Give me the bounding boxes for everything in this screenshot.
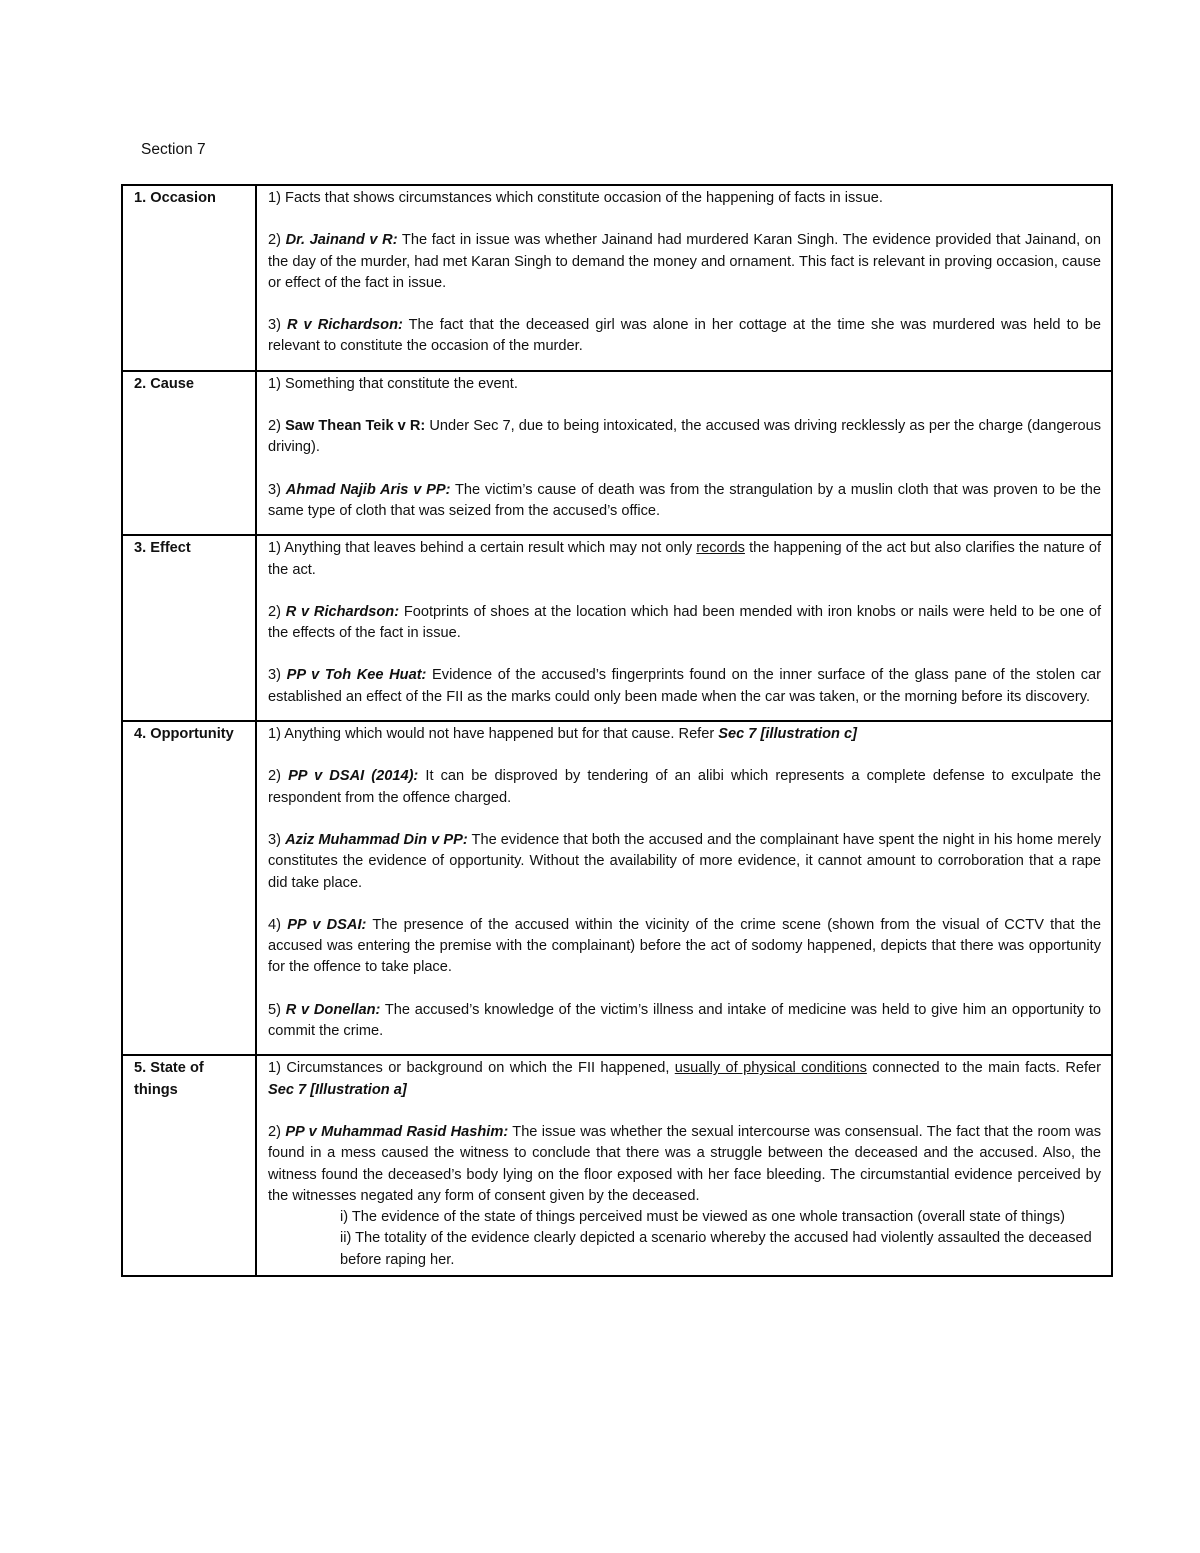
case-text: Evidence of the accused’s fingerprints found on the inner surface of the glass pane of the stolen car established an effect of the FII as the marks could only been made when the car was taken, or the morning before its discovery. <box>268 667 1101 705</box>
table-row <box>122 371 1112 535</box>
paragraph: 4) PP v DSAI: The presence of the accused within the vicinity of the crime scene (shown from the visual of CCTV that the accused was entering the premise with the complainant) before the act of sodomy happened, depicts that there was opportunity for the offence to take place. <box>268 916 1101 976</box>
case-text: The issue was whether the sexual intercourse was consensual. The fact that the room was found in a mess caused the witness to conclude that there was a struggle between the deceased and the accused. Also, the witness found the deceased’s body lying on the floor exposed with her face bleeding. The circumstantial evidence perceived by the witnesses negated any form of consent given by the deceased. <box>268 1123 1101 1204</box>
text-run: 1) Anything that leaves behind a certain result which may not only <box>268 540 697 557</box>
case-text: The evidence that both the accused and the complainant have spent the night in his home merely constitutes the evidence of opportunity. Without the availability of more evidence, it cannot amount to corroboration that a rape did take place. <box>268 831 1101 891</box>
section-reference: Sec 7 [illustration c] <box>718 726 857 743</box>
case-text: Under Sec 7, due to being intoxicated, the accused was driving recklessly as per the charge (dangerous driving). <box>268 418 1101 456</box>
section-reference: Sec 7 [Illustration a] <box>268 1081 407 1098</box>
paragraph: 3) Aziz Muhammad Din v PP: The evidence that both the accused and the complainant have spent the night in his home merely constitutes the evidence of opportunity. Without the availability of more evidence, it cannot amount to corroboration that a rape did take place. <box>268 831 1101 891</box>
case-name: PP v Toh Kee Huat: <box>286 667 427 684</box>
case-name: PP v Muhammad Rasid Hashim: <box>285 1123 509 1140</box>
case-name: Dr. Jainand v R: <box>285 232 398 249</box>
sub-point: i) The evidence of the state of things perceived must be viewed as one whole transaction (overall state of things) <box>340 1209 1065 1226</box>
case-text: The fact that the deceased girl was alone in her cottage at the time she was murdered was held to be relevant to constitute the occasion of the murder. <box>268 317 1101 355</box>
paragraph: 2) PP v Muhammad Rasid Hashim: The issue was whether the sexual intercourse was consensual. The fact that the room was found in a mess caused the witness to conclude that there was a struggle between the deceased and the accused. Also, the witness found the deceased’s body lying on the floor exposed with her face bleeding. The circumstantial evidence perceived by the witnesses negated any form of consent given by the deceased. <box>268 1123 1101 1204</box>
case-text: The presence of the accused within the vicinity of the crime scene (shown from the visual of CCTV that the accused was entering the premise with the complainant) before the act of sodomy happened, depicts that there was opportunity for the offence to take place. <box>268 916 1101 976</box>
text-run: connected to the main facts. Refer <box>866 1060 1102 1077</box>
topic-cell: 1. Occasion <box>122 185 256 371</box>
table-row <box>122 185 1112 371</box>
case-name: Ahmad Najib Aris v PP: <box>285 481 451 498</box>
paragraph: 1) Facts that shows circumstances which constitute occasion of the happening of facts in issue. <box>268 190 883 206</box>
content-cell <box>256 185 1112 371</box>
text-run: the happening of the act but also clarifies the nature of the act. <box>268 540 1102 578</box>
paragraph: 2) Saw Thean Teik v R: Under Sec 7, due to being intoxicated, the accused was driving recklessly as per the charge (dangerous driving). <box>268 418 1101 456</box>
case-name: Saw Thean Teik v R: <box>285 418 426 435</box>
underlined-text: usually of physical conditions <box>674 1060 867 1077</box>
table-row <box>122 721 1112 1055</box>
case-text: The victim’s cause of death was from the strangulation by a muslin cloth that was proven to be the same type of cloth that was seized from the accused’s office. <box>268 481 1102 519</box>
table-row <box>122 1055 1112 1276</box>
case-name: R v Richardson: <box>287 317 403 334</box>
case-name: PP v DSAI (2014): <box>288 768 419 785</box>
paragraph <box>268 538 1101 581</box>
content-cell <box>256 721 1112 1055</box>
topic-cell: 5. State of things <box>122 1055 256 1276</box>
paragraph <box>268 1058 1101 1101</box>
paragraph: 3) Ahmad Najib Aris v PP: The victim’s cause of death was from the strangulation by a muslin cloth that was proven to be the same type of cloth that was seized from the accused’s office. <box>268 481 1102 519</box>
topic-cell: 4. Opportunity <box>122 721 256 1055</box>
content-cell <box>256 535 1112 721</box>
case-name: PP v DSAI: <box>287 916 367 933</box>
text-run: 1) Circumstances or background on which the FII happened, <box>268 1060 675 1077</box>
case-name: R v Donellan: <box>285 1001 381 1018</box>
case-text: The fact in issue was whether Jainand had murdered Karan Singh. The evidence provided that Jainand, on the day of the murder, had met Karan Singh to demand the money and ornament. This fact is relevant in proving occasion, cause or effect of the fact in issue. <box>268 232 1102 291</box>
topic-cell: 3. Effect <box>122 535 256 721</box>
sub-point: ii) The totality of the evidence clearly depicted a scenario whereby the accused had violently assaulted the deceased before raping her. <box>340 1230 1092 1268</box>
content-cell <box>256 1055 1112 1276</box>
paragraph: 3) PP v Toh Kee Huat: Evidence of the accused’s fingerprints found on the inner surface of the glass pane of the stolen car established an effect of the FII as the marks could only been made when the car was taken, or the morning before its discovery. <box>268 667 1101 705</box>
topic-cell: 2. Cause <box>122 371 256 535</box>
paragraph: 2) R v Richardson: Footprints of shoes at the location which had been mended with iron knobs or nails were held to be one of the effects of the fact in issue. <box>268 603 1102 642</box>
case-name: Aziz Muhammad Din v PP: <box>285 831 468 848</box>
paragraph: 5) R v Donellan: The accused’s knowledge of the victim’s illness and intake of medicine was held to give him an opportunity to commit the crime. <box>268 1001 1102 1040</box>
case-text: It can be disproved by tendering of an alibi which represents a complete defense to exculpate the respondent from the offence charged. <box>268 768 1102 806</box>
case-text: The accused’s knowledge of the victim’s illness and intake of medicine was held to give him an opportunity to commit the crime. <box>268 1001 1102 1040</box>
paragraph: 1) Something that constitute the event. <box>268 375 518 392</box>
underlined-text: records <box>696 540 745 557</box>
content-cell <box>256 371 1112 535</box>
page-title: Section 7 <box>141 141 206 158</box>
case-text: Footprints of shoes at the location which had been mended with iron knobs or nails were held to be one of the effects of the fact in issue. <box>268 603 1102 642</box>
notes-table <box>121 184 1113 1277</box>
paragraph: 2) PP v DSAI (2014): It can be disproved by tendering of an alibi which represents a complete defense to exculpate the respondent from the offence charged. <box>268 768 1102 806</box>
case-name: R v Richardson: <box>285 603 400 620</box>
paragraph: 2) Dr. Jainand v R: The fact in issue was whether Jainand had murdered Karan Singh. The evidence provided that Jainand, on the day of the murder, had met Karan Singh to demand the money and ornament. This fact is relevant in proving occasion, cause or effect of the fact in issue. <box>268 232 1102 291</box>
text-run: 1) Anything which would not have happened but for that cause. Refer <box>268 726 719 743</box>
table-row <box>122 535 1112 721</box>
paragraph <box>268 724 1101 745</box>
paragraph: 3) R v Richardson: The fact that the deceased girl was alone in her cottage at the time she was murdered was held to be relevant to constitute the occasion of the murder. <box>268 317 1101 355</box>
